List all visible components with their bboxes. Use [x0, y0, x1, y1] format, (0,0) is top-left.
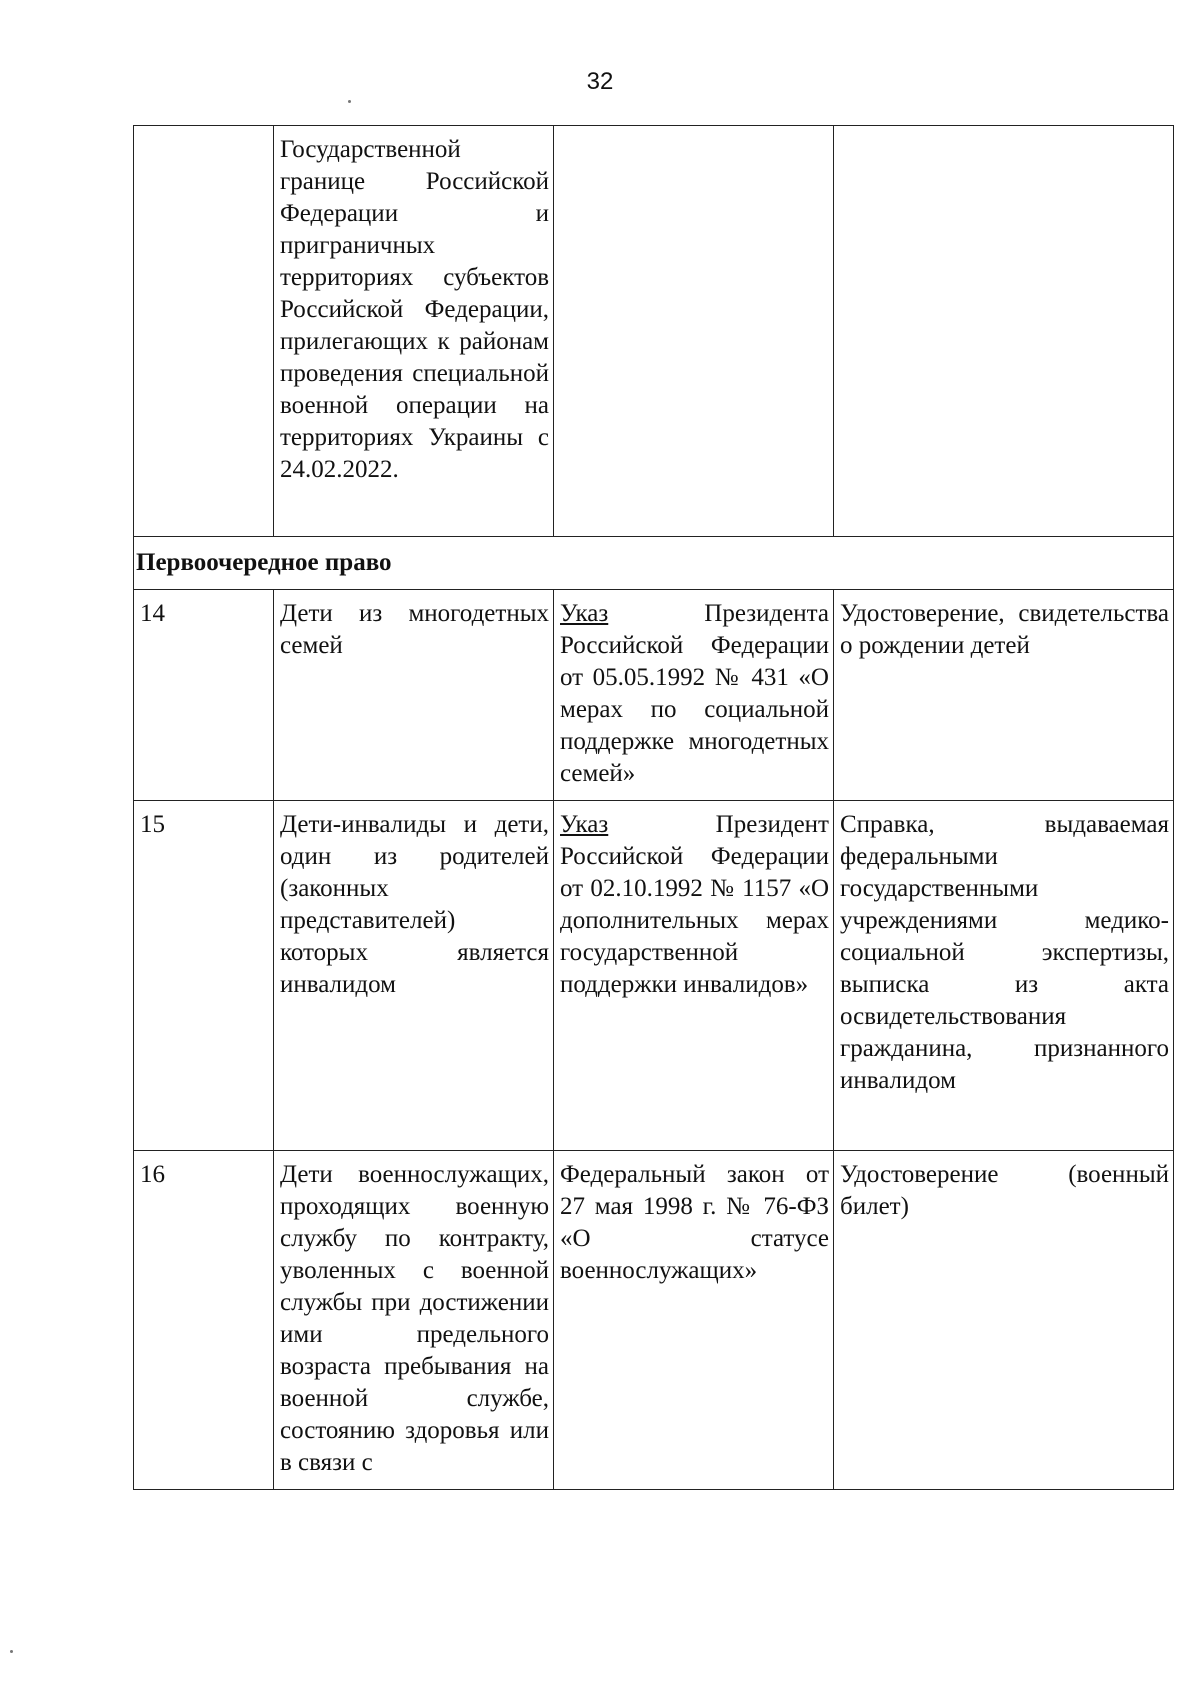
table-row-15: [134, 801, 1174, 1151]
documents-cell: Удостоверение, свидетельства о рождении детей: [834, 590, 1174, 801]
basis-text: Президент Российской Федерации от 02.10.1992 № 1157 «О дополнительных мерах государственной поддержки инвалидов»: [560, 811, 829, 998]
row-number-cell: 15: [134, 801, 274, 1151]
table-row-continuation: [134, 126, 1174, 537]
row-number-cell: 14: [134, 590, 274, 801]
row-number-cell: 16: [134, 1151, 274, 1490]
scan-speck: [348, 100, 351, 103]
basis-cell: [554, 126, 834, 537]
row-number-cell: [134, 126, 274, 537]
documents-cell: Удостоверение (военный билет): [834, 1151, 1174, 1490]
category-cell: Государственной границе Российской Федерации и приграничных территориях субъектов Российской Федерации, прилегающих к районам проведения специальной военной операции на территориях Украины с 24.02.2022.: [274, 126, 554, 537]
documents-cell: Справка, выдаваемая федеральными государственными учреждениями медико-социальной экспертизы, выписка из акта освидетельствования гражданина, признанного инвалидом: [834, 801, 1174, 1151]
basis-cell: [554, 590, 834, 801]
table-row-16: [134, 1151, 1174, 1490]
basis-text: Федеральный закон от 27 мая 1998 г. № 76-ФЗ «О статусе военнослужащих»: [560, 1161, 829, 1284]
basis-link[interactable]: Указ: [560, 811, 609, 838]
category-cell: Дети из многодетных семей: [274, 590, 554, 801]
basis-cell: [554, 1151, 834, 1490]
scan-speck: [10, 1650, 13, 1653]
section-header-row: [134, 537, 1174, 590]
basis-link[interactable]: Указ: [560, 600, 609, 627]
table-row-14: [134, 590, 1174, 801]
basis-cell: [554, 801, 834, 1151]
document-table: [133, 125, 1174, 1490]
category-cell: Дети военнослужащих, проходящих военную службу по контракту, уволенных с военной службы при достижении ими предельного возраста пребывания на военной службе, состоянию здоровья или в связи с: [274, 1151, 554, 1490]
page-number: 32: [586, 68, 614, 95]
basis-text: Президента Российской Федерации от 05.05.1992 № 431 «О мерах по социальной поддержке многодетных семей»: [560, 600, 829, 787]
section-title: Первоочередное право: [134, 537, 1174, 590]
category-cell: Дети-инвалиды и дети, один из родителей (законных представителей) которых является инвалидом: [274, 801, 554, 1151]
documents-cell: [834, 126, 1174, 537]
